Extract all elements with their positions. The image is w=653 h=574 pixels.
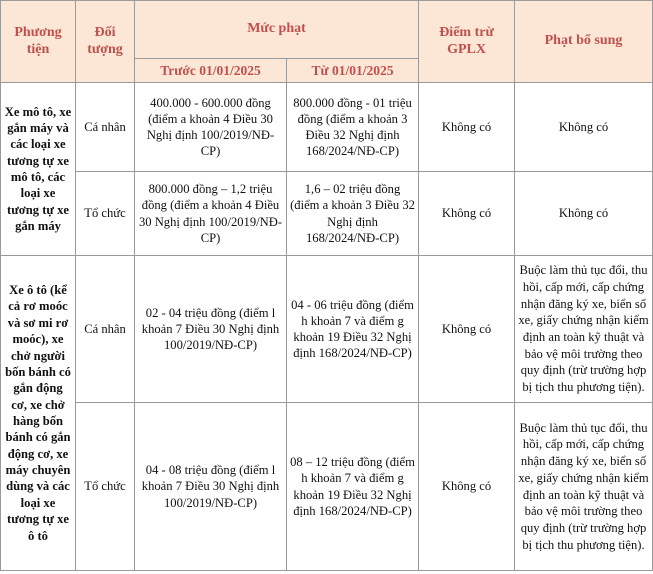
extra-penalty-cell: Không có	[515, 83, 653, 172]
vehicle-motorbike: Xe mô tô, xe gắn máy và các loại xe tương tự xe mô tô, các loại xe tương tự xe gắn máy	[1, 83, 76, 256]
table-row	[1, 83, 653, 172]
header-vehicle: Phương tiện	[1, 1, 76, 83]
header-fine-before: Trước 01/01/2025	[135, 59, 287, 83]
fine-from-cell: 800.000 đồng - 01 triệu đồng (điểm a khoản 3 Điều 32 Nghị định 168/2024/NĐ-CP)	[287, 83, 419, 172]
points-cell: Không có	[419, 256, 515, 403]
table-body	[1, 83, 653, 571]
table-row	[1, 256, 653, 403]
subject-cell: Tổ chức	[76, 403, 135, 571]
fine-before-cell: 04 - 08 triệu đồng (điểm l khoản 7 Điều 30 Nghị định 100/2019/NĐ-CP)	[135, 403, 287, 571]
points-cell: Không có	[419, 403, 515, 571]
header-row	[1, 1, 653, 59]
header-subject: Đối tượng	[76, 1, 135, 83]
points-cell: Không có	[419, 172, 515, 256]
header-fine-from: Từ 01/01/2025	[287, 59, 419, 83]
fine-before-cell: 400.000 - 600.000 đồng (điểm a khoản 4 Điều 30 Nghị định 100/2019/NĐ-CP)	[135, 83, 287, 172]
subject-cell: Tổ chức	[76, 172, 135, 256]
points-cell: Không có	[419, 83, 515, 172]
fine-from-cell: 08 – 12 triệu đồng (điểm h khoản 7 và điểm g khoản 19 Điều 32 Nghị định 168/2024/NĐ-CP)	[287, 403, 419, 571]
fine-before-cell: 02 - 04 triệu đồng (điểm l khoản 7 Điều 30 Nghị định 100/2019/NĐ-CP)	[135, 256, 287, 403]
header-extra: Phạt bổ sung	[515, 1, 653, 83]
table-header	[1, 1, 653, 83]
subject-cell: Cá nhân	[76, 83, 135, 172]
table-row	[1, 403, 653, 571]
fine-from-cell: 1,6 – 02 triệu đồng (điểm a khoản 3 Điều 32 Nghị định 168/2024/NĐ-CP)	[287, 172, 419, 256]
fine-before-cell: 800.000 đồng – 1,2 triệu đồng (điểm a khoản 4 Điều 30 Nghị định 100/2019/NĐ-CP)	[135, 172, 287, 256]
header-fine: Mức phạt	[135, 1, 419, 59]
table-row	[1, 172, 653, 256]
header-points: Điểm trừ GPLX	[419, 1, 515, 83]
extra-penalty-cell: Không có	[515, 172, 653, 256]
extra-penalty-cell: Buộc làm thủ tục đổi, thu hồi, cấp mới, cấp chứng nhận đăng ký xe, biển số xe, giấy chứng nhận kiểm định an toàn kỹ thuật và bảo vệ môi trường theo quy định (trừ trường hợp bị tịch thu phương tiện).	[515, 256, 653, 403]
fine-from-cell: 04 - 06 triệu đồng (điểm h khoản 7 và điểm g khoản 19 Điều 32 Nghị định 168/2024/NĐ-CP)	[287, 256, 419, 403]
subject-cell: Cá nhân	[76, 256, 135, 403]
extra-penalty-cell: Buộc làm thủ tục đổi, thu hồi, cấp mới, cấp chứng nhận đăng ký xe, biển số xe, giấy chứng nhận kiểm định an toàn kỹ thuật và bảo vệ môi trường theo quy định (trừ trường hợp bị tịch thu phương tiện).	[515, 403, 653, 571]
vehicle-car: Xe ô tô (kể cả rơ moóc và sơ mi rơ moóc), xe chở người bốn bánh có gắn động cơ, xe chở hàng bốn bánh có gắn động cơ, xe máy chuyên dùng và các loại xe tương tự xe ô tô	[1, 256, 76, 571]
